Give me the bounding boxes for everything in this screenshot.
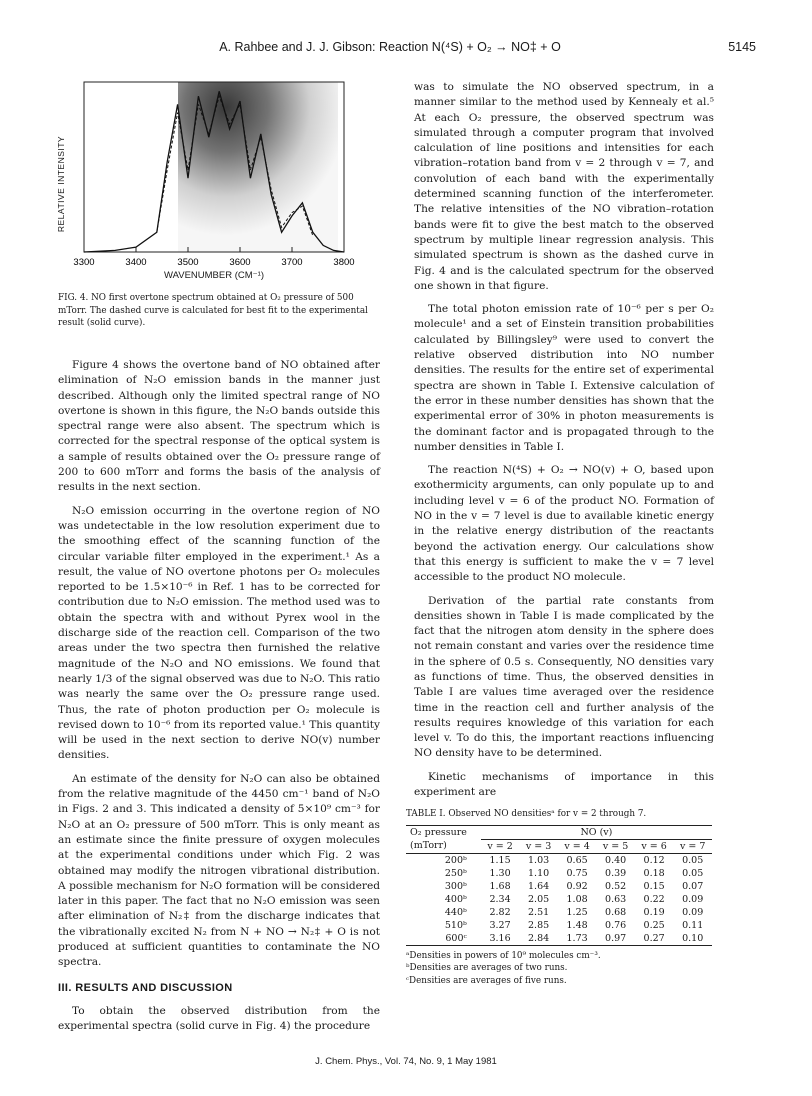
right-column [414,80,714,800]
density-cell: 1.15 [489,854,511,866]
density-cell: 0.52 [605,880,627,892]
density-cell: 0.12 [643,854,665,866]
density-cell: 0.27 [643,932,665,944]
density-cell: 1.30 [489,867,511,879]
density-cell: 0.10 [682,932,704,944]
table-title: TABLE I. Observed NO densitiesᵃ for v = 2 through 7. [406,809,647,819]
x-tick-label: 3800 [333,257,355,268]
density-cell: 0.75 [566,867,588,879]
density-cell: 0.09 [682,906,704,918]
density-cell: 0.09 [682,893,704,905]
figure-4 [58,74,388,289]
density-cell: 0.15 [643,880,665,892]
density-cell: 1.73 [566,932,588,944]
header-title: A. Rahbee and J. J. Gibson: Reaction N(⁴S) + O₂ → NO‡ + O [219,40,561,54]
running-header [0,40,812,60]
group-header: NO (v) [481,825,712,839]
density-cell: 0.11 [682,919,704,931]
figure-caption: FIG. 4. NO first overtone spectrum obtained at O₂ pressure of 500 mTorr. The dashed curve is calculated for best fit to the experimental result (solid curve). [58,293,368,328]
x-tick-label: 3500 [177,257,199,268]
density-cell: 0.18 [643,867,665,879]
paragraph: N₂O emission occurring in the overtone region of NO was undetectable in the low resolution experiment due to the smoothing effect of the scanning function of the circular variable filter employed in the experiment.¹ As a result, the value of NO overtone photons per O₂ molecules reported to be 1.5×10⁻⁶ in Ref. 1 has to be corrected for contribution due to N₂O emission. The method used was to obtain the spectra with and without Pyrex wool in the discharge side of the reaction cell. Comparison of the two areas under the two spectra then furnished the relative magnitude of the N₂O and NO emissions. We found that nearly 1/3 of the signal observed was due to N₂O. This ratio was nearly the same over the O₂ pressure range used. Thus, the rate of photon production per O₂ molecule is revised down to 10⁻⁶ from its reported value.¹ This quantity will be used in the next section to derive NO(v) number densities. [58,504,380,762]
density-cell: 0.25 [643,919,665,931]
density-cell: 0.07 [682,880,704,892]
density-cell: 1.48 [566,919,588,931]
density-cell: 1.10 [528,867,550,879]
density-cell: 1.64 [528,880,550,892]
density-cell: 2.84 [528,932,550,944]
density-cell: 2.34 [489,893,511,905]
density-cell: 1.68 [489,880,511,892]
paragraph: The total photon emission rate of 10⁻⁶ per s per O₂ molecule¹ and a set of Einstein transition probabilities calculated by Billingsley⁹ were used to convert the relative observed distribution into NO number densities. The results for the entire set of experimental spectra are shown in Table I. Extensive calculation of the error in these number densities has shown that the experimental error of 30% in photon measurements is the dominant factor and is propagated through to the number densities in Table I. [414,303,714,453]
figure-shading [178,82,338,252]
density-cell: 0.05 [682,867,704,879]
col-header: v = 2 [487,840,513,852]
density-cell: 2.85 [528,919,550,931]
table-row [406,880,712,893]
y-axis-label-wrap [56,114,70,254]
x-tick-label: 3300 [73,257,95,268]
density-cell: 0.05 [682,854,704,866]
table-row [406,867,712,880]
pressure-cell: 250ᵇ [444,867,467,879]
paragraph: Derivation of the partial rate constants from densities shown in Table I is made complicated by the fact that the nitrogen atom density in the sphere does not remain constant and varies over the residence time in the sphere of 0.5 s. Consequently, NO densities vary as functions of time. Thus, the observed densities in Table I are values time averaged over the residence time in the reaction cell and further analysis of the results requires knowledge of this variation for each level v. To do this, the important reactions influencing NO density have to be determined. [414,594,714,760]
section-heading: III. RESULTS AND DISCUSSION [58,981,233,994]
density-cell: 0.92 [566,880,588,892]
table-note: ᶜDensities are averages of five runs. [406,975,567,986]
pressure-cell: 200ᵇ [444,854,467,866]
x-tick-label: 3400 [125,257,147,268]
x-tick-label: 3700 [281,257,303,268]
col-header: O₂ pressure [410,826,467,838]
paragraph: Kinetic mechanisms of importance in this experiment are [414,770,714,799]
density-cell: 3.16 [489,932,511,944]
density-cell: 0.22 [643,893,665,905]
paragraph: Figure 4 shows the overtone band of NO obtained after elimination of N₂O emission bands in the manner just described. Although only the limited spectral range of NO overtone is shown in this figure, the N₂O bands outside this spectral range were also absent. The spectrum which is corrected for the spectral response of the optical system is a sample of results obtained over the O₂ pressure range of 200 to 600 mTorr and forms the basis of the analysis of results in the next section. [58,359,380,494]
table-row [406,932,712,946]
table-1 [406,808,712,987]
table-row [406,853,712,867]
spectrum-plot [58,74,388,289]
density-cell: 1.25 [566,906,588,918]
density-cell: 0.97 [605,932,627,944]
data-table [406,825,712,946]
density-cell: 2.05 [528,893,550,905]
density-cell: 0.40 [605,854,627,866]
density-cell: 0.63 [605,893,627,905]
density-cell: 3.27 [489,919,511,931]
page-number: 5145 [728,40,756,54]
left-column [58,358,380,1034]
paragraph: was to simulate the NO observed spectrum, in a manner similar to the method used by Kennealy et al.⁵ At each O₂ pressure, the observed spectrum was simulated through a computer program that involved calculation of line positions and intensities for each vibration–rotation band from v = 2 through v = 7, and convolution of each band with the experimentally determined scanning function of the interferometer. The relative intensities of the NO vibration–rotation bands were fit to give the best match to the observed spectrum by multiple linear regression analysis. This simulated spectrum is shown as the dashed curve in Fig. 4 and is the calculated spectrum for the observed one shown in that figure. [414,81,714,292]
density-cell: 1.08 [566,893,588,905]
paragraph: An estimate of the density for N₂O can also be obtained from the relative magnitude of the 4450 cm⁻¹ band of N₂O in Figs. 2 and 3. This indicated a density of 5×10⁹ cm⁻³ for N₂O at an O₂ pressure of 500 mTorr. This is only meant as an estimate since the finite pressure of oxygen molecules at the experimental conditions under which Fig. 2 was obtained may modify the nitrogen vibrational distribution. A possible mechanism for N₂O formation will be considered later in this paper. The fact that no N₂O emission was seen after elimination of N₂‡ from the discharge indicates that the vibrationally excited N₂ from N + NO → N₂‡ + O is not produced at sufficient quantities to contaminate the NO spectra. [58,772,380,969]
col-header: v = 6 [641,840,667,852]
table-row [406,893,712,906]
pressure-cell: 400ᵇ [444,893,467,905]
col-header: (mTorr) [410,840,447,852]
table-row [406,919,712,932]
density-cell: 1.03 [528,854,550,866]
pressure-cell: 600ᶜ [445,932,467,944]
x-axis-label: WAVENUMBER (CM⁻¹) [163,270,264,281]
y-axis-label: RELATIVE INTENSITY [56,135,66,233]
pressure-cell: 300ᵇ [444,880,467,892]
density-cell: 0.76 [605,919,627,931]
density-cell: 2.51 [528,906,550,918]
table-note: ᵃDensities in powers of 10⁹ molecules cm⁻³. [406,950,601,961]
paragraph: The reaction N(⁴S) + O₂ → NO(v) + O, based upon exothermicity arguments, can only populate up to and including level v = 6 of the product NO. Formation of NO in the v = 7 level is due to available kinetic energy in the relative energy distribution of the reactants beyond the activation energy. Our calculations show that this energy is sufficient to make the v = 7 level accessible to the product NO molecule. [414,464,714,584]
x-tick-label: 3600 [229,257,251,268]
col-header: v = 3 [525,840,552,852]
col-header: v = 7 [679,840,706,852]
table-row [406,906,712,919]
table-note: ᵇDensities are averages of two runs. [406,963,568,973]
pressure-cell: 440ᵇ [444,906,467,918]
col-header: v = 5 [602,840,629,852]
density-cell: 0.39 [605,867,627,879]
density-cell: 0.65 [566,854,588,866]
journal-footer: J. Chem. Phys., Vol. 74, No. 9, 1 May 1981 [315,1056,497,1067]
density-cell: 2.82 [489,906,511,918]
paragraph: To obtain the observed distribution from the experimental spectra (solid curve in Fig. 4) the procedure [58,1004,380,1033]
table-notes [406,950,712,988]
density-cell: 0.19 [643,906,665,918]
pressure-cell: 510ᵇ [444,919,467,931]
density-cell: 0.68 [605,906,627,918]
col-header: v = 4 [564,840,590,852]
